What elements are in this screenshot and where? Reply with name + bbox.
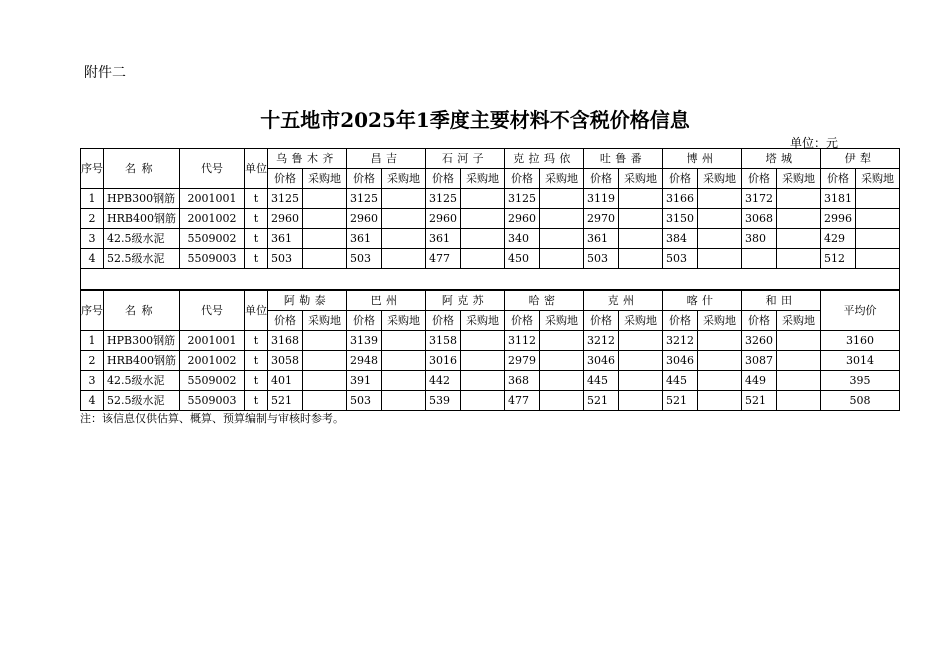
cell-origin [460, 371, 504, 391]
cell-price: 384 [662, 229, 697, 249]
cell-code: 5509002 [179, 229, 244, 249]
cell-price: 3087 [741, 351, 776, 371]
header-price: 价格 [425, 311, 460, 331]
cell-origin [539, 209, 583, 229]
header-city: 石河子 [425, 149, 504, 169]
cell-seq: 2 [81, 351, 104, 371]
cell-price: 2948 [346, 351, 381, 371]
cell-origin [539, 351, 583, 371]
cell-origin [381, 391, 425, 411]
cell-price: 3125 [425, 189, 460, 209]
cell-price: 450 [504, 249, 539, 269]
cell-origin [776, 209, 820, 229]
cell-price: 2979 [504, 351, 539, 371]
cell-price: 361 [425, 229, 460, 249]
cell-origin [618, 331, 662, 351]
cell-code: 2001001 [179, 331, 244, 351]
cell-name: 42.5级水泥 [104, 229, 180, 249]
header-unit: 单位 [244, 291, 267, 331]
cell-price: 503 [346, 391, 381, 411]
header-price: 价格 [583, 311, 618, 331]
cell-origin [855, 229, 899, 249]
cell-price: 3139 [346, 331, 381, 351]
header-city: 巴州 [346, 291, 425, 311]
header-price: 价格 [425, 169, 460, 189]
cell-price: 503 [267, 249, 302, 269]
cell-price: 449 [741, 371, 776, 391]
cell-price: 3181 [820, 189, 855, 209]
cell-origin [618, 189, 662, 209]
cell-origin [539, 249, 583, 269]
cell-code: 2001001 [179, 189, 244, 209]
cell-seq: 1 [81, 331, 104, 351]
cell-price: 391 [346, 371, 381, 391]
cell-unit: t [244, 351, 267, 371]
cell-seq: 2 [81, 209, 104, 229]
cell-origin [539, 331, 583, 351]
header-price: 价格 [504, 311, 539, 331]
cell-origin [618, 371, 662, 391]
header-row [81, 291, 900, 311]
header-price: 价格 [504, 169, 539, 189]
cell-price: 2960 [267, 209, 302, 229]
cell-origin [381, 331, 425, 351]
cell-unit: t [244, 209, 267, 229]
cell-origin [381, 229, 425, 249]
cell-origin [460, 189, 504, 209]
cell-origin [539, 229, 583, 249]
cell-seq: 4 [81, 391, 104, 411]
cell-origin [697, 189, 741, 209]
cell-avg: 3160 [820, 331, 899, 351]
header-city: 哈密 [504, 291, 583, 311]
cell-origin [381, 351, 425, 371]
header-city: 伊犁 [820, 149, 899, 169]
header-price: 价格 [583, 169, 618, 189]
header-price: 价格 [346, 169, 381, 189]
header-name: 名称 [104, 291, 180, 331]
cell-code: 2001002 [179, 209, 244, 229]
cell-origin [776, 249, 820, 269]
cell-unit: t [244, 229, 267, 249]
cell-price: 503 [662, 249, 697, 269]
cell-price: 2960 [425, 209, 460, 229]
cell-origin [302, 371, 346, 391]
cell-price: 442 [425, 371, 460, 391]
header-city: 喀什 [662, 291, 741, 311]
header-price: 价格 [741, 169, 776, 189]
header-origin: 采购地 [302, 169, 346, 189]
header-price: 价格 [741, 311, 776, 331]
header-city: 克拉玛依 [504, 149, 583, 169]
cell-price: 3125 [346, 189, 381, 209]
cell-price [741, 249, 776, 269]
table-row [81, 209, 900, 229]
header-origin: 采购地 [697, 169, 741, 189]
cell-origin [302, 391, 346, 411]
cell-seq: 1 [81, 189, 104, 209]
cell-origin [381, 209, 425, 229]
header-origin: 采购地 [539, 311, 583, 331]
header-seq: 序号 [81, 291, 104, 331]
header-city: 乌鲁木齐 [267, 149, 346, 169]
header-origin: 采购地 [618, 169, 662, 189]
annex-label: 附件二 [84, 65, 126, 81]
cell-price: 445 [583, 371, 618, 391]
cell-price: 3212 [662, 331, 697, 351]
header-city: 阿勒泰 [267, 291, 346, 311]
cell-code: 5509002 [179, 371, 244, 391]
table-row [81, 249, 900, 269]
cell-price: 2996 [820, 209, 855, 229]
header-city: 阿克苏 [425, 291, 504, 311]
cell-price: 380 [741, 229, 776, 249]
cell-price: 429 [820, 229, 855, 249]
header-name: 名称 [104, 149, 180, 189]
cell-price: 2970 [583, 209, 618, 229]
cell-price: 3166 [662, 189, 697, 209]
cell-price: 521 [267, 391, 302, 411]
cell-name: HPB300钢筋 [104, 189, 180, 209]
header-city: 克州 [583, 291, 662, 311]
cell-unit: t [244, 331, 267, 351]
header-city: 吐鲁番 [583, 149, 662, 169]
cell-origin [697, 331, 741, 351]
header-origin: 采购地 [460, 311, 504, 331]
cell-origin [697, 391, 741, 411]
spacer-row [81, 269, 900, 290]
cell-avg: 395 [820, 371, 899, 391]
cell-name: 52.5级水泥 [104, 391, 180, 411]
price-table-1 [80, 148, 900, 290]
cell-name: 52.5级水泥 [104, 249, 180, 269]
cell-unit: t [244, 249, 267, 269]
table-row [81, 331, 900, 351]
cell-origin [302, 351, 346, 371]
cell-price: 340 [504, 229, 539, 249]
cell-price: 2960 [504, 209, 539, 229]
cell-origin [776, 331, 820, 351]
table-row [81, 189, 900, 209]
header-city: 昌吉 [346, 149, 425, 169]
cell-origin [697, 209, 741, 229]
cell-origin [460, 209, 504, 229]
header-city: 塔城 [741, 149, 820, 169]
header-price: 价格 [346, 311, 381, 331]
header-row [81, 149, 900, 169]
cell-price: 361 [583, 229, 618, 249]
cell-unit: t [244, 391, 267, 411]
cell-price: 3172 [741, 189, 776, 209]
cell-unit: t [244, 189, 267, 209]
header-origin: 采购地 [697, 311, 741, 331]
cell-origin [460, 249, 504, 269]
cell-code: 2001002 [179, 351, 244, 371]
cell-origin [381, 371, 425, 391]
cell-name: HRB400钢筋 [104, 351, 180, 371]
cell-origin [776, 189, 820, 209]
cell-price: 3168 [267, 331, 302, 351]
cell-name: 42.5级水泥 [104, 371, 180, 391]
cell-name: HPB300钢筋 [104, 331, 180, 351]
cell-price: 3119 [583, 189, 618, 209]
cell-origin [776, 371, 820, 391]
cell-origin [618, 351, 662, 371]
cell-price: 3016 [425, 351, 460, 371]
cell-price: 401 [267, 371, 302, 391]
cell-origin [618, 249, 662, 269]
cell-seq: 3 [81, 371, 104, 391]
cell-origin [776, 229, 820, 249]
header-origin: 采购地 [460, 169, 504, 189]
cell-code: 5509003 [179, 249, 244, 269]
header-avg: 平均价 [820, 291, 899, 331]
cell-origin [697, 351, 741, 371]
cell-price: 512 [820, 249, 855, 269]
cell-price: 521 [662, 391, 697, 411]
cell-origin [618, 391, 662, 411]
cell-origin [460, 391, 504, 411]
cell-price: 361 [267, 229, 302, 249]
cell-origin [855, 209, 899, 229]
header-origin: 采购地 [776, 311, 820, 331]
cell-unit: t [244, 371, 267, 391]
cell-price: 3212 [583, 331, 618, 351]
table-row [81, 351, 900, 371]
cell-seq: 3 [81, 229, 104, 249]
cell-origin [302, 331, 346, 351]
cell-origin [539, 391, 583, 411]
header-origin: 采购地 [855, 169, 899, 189]
cell-avg: 508 [820, 391, 899, 411]
cell-origin [697, 371, 741, 391]
header-price: 价格 [267, 311, 302, 331]
cell-price: 3150 [662, 209, 697, 229]
cell-price: 477 [504, 391, 539, 411]
header-price: 价格 [662, 311, 697, 331]
table-row [81, 391, 900, 411]
cell-price: 3112 [504, 331, 539, 351]
header-code: 代号 [179, 149, 244, 189]
cell-price: 361 [346, 229, 381, 249]
cell-origin [618, 229, 662, 249]
cell-origin [539, 371, 583, 391]
cell-origin [618, 209, 662, 229]
header-city: 和田 [741, 291, 820, 311]
cell-origin [460, 331, 504, 351]
cell-origin [697, 249, 741, 269]
cell-price: 3158 [425, 331, 460, 351]
cell-origin [697, 229, 741, 249]
cell-origin [460, 229, 504, 249]
cell-price: 3058 [267, 351, 302, 371]
cell-price: 368 [504, 371, 539, 391]
cell-price: 3260 [741, 331, 776, 351]
cell-price: 2960 [346, 209, 381, 229]
cell-name: HRB400钢筋 [104, 209, 180, 229]
cell-origin [302, 229, 346, 249]
header-city: 博州 [662, 149, 741, 169]
cell-price: 539 [425, 391, 460, 411]
cell-origin [539, 189, 583, 209]
cell-price: 521 [741, 391, 776, 411]
header-price: 价格 [662, 169, 697, 189]
header-origin: 采购地 [776, 169, 820, 189]
header-origin: 采购地 [381, 169, 425, 189]
cell-avg: 3014 [820, 351, 899, 371]
header-origin: 采购地 [302, 311, 346, 331]
price-table-2 [80, 290, 900, 411]
cell-origin [460, 351, 504, 371]
header-price: 价格 [820, 169, 855, 189]
table-row [81, 371, 900, 391]
cell-origin [302, 189, 346, 209]
page-title: 十五地市2025年1季度主要材料不含税价格信息 [260, 108, 690, 132]
cell-price: 521 [583, 391, 618, 411]
cell-price: 3125 [504, 189, 539, 209]
header-seq: 序号 [81, 149, 104, 189]
cell-origin [776, 351, 820, 371]
cell-origin [302, 249, 346, 269]
header-origin: 采购地 [381, 311, 425, 331]
cell-origin [855, 189, 899, 209]
cell-origin [776, 391, 820, 411]
cell-price: 503 [583, 249, 618, 269]
header-code: 代号 [179, 291, 244, 331]
cell-price: 445 [662, 371, 697, 391]
cell-seq: 4 [81, 249, 104, 269]
cell-price: 3068 [741, 209, 776, 229]
cell-price: 503 [346, 249, 381, 269]
header-unit: 单位 [244, 149, 267, 189]
cell-origin [381, 249, 425, 269]
table-row [81, 229, 900, 249]
cell-price: 3046 [662, 351, 697, 371]
spacer-cell [81, 269, 900, 290]
cell-price: 3046 [583, 351, 618, 371]
cell-origin [855, 249, 899, 269]
unit-label: 单位：元 [790, 136, 839, 150]
header-origin: 采购地 [539, 169, 583, 189]
header-price: 价格 [267, 169, 302, 189]
footnote: 注：该信息仅供估算、概算、预算编制与审核时参考。 [80, 412, 344, 425]
header-origin: 采购地 [618, 311, 662, 331]
cell-code: 5509003 [179, 391, 244, 411]
cell-origin [302, 209, 346, 229]
cell-price: 3125 [267, 189, 302, 209]
cell-origin [381, 189, 425, 209]
cell-price: 477 [425, 249, 460, 269]
